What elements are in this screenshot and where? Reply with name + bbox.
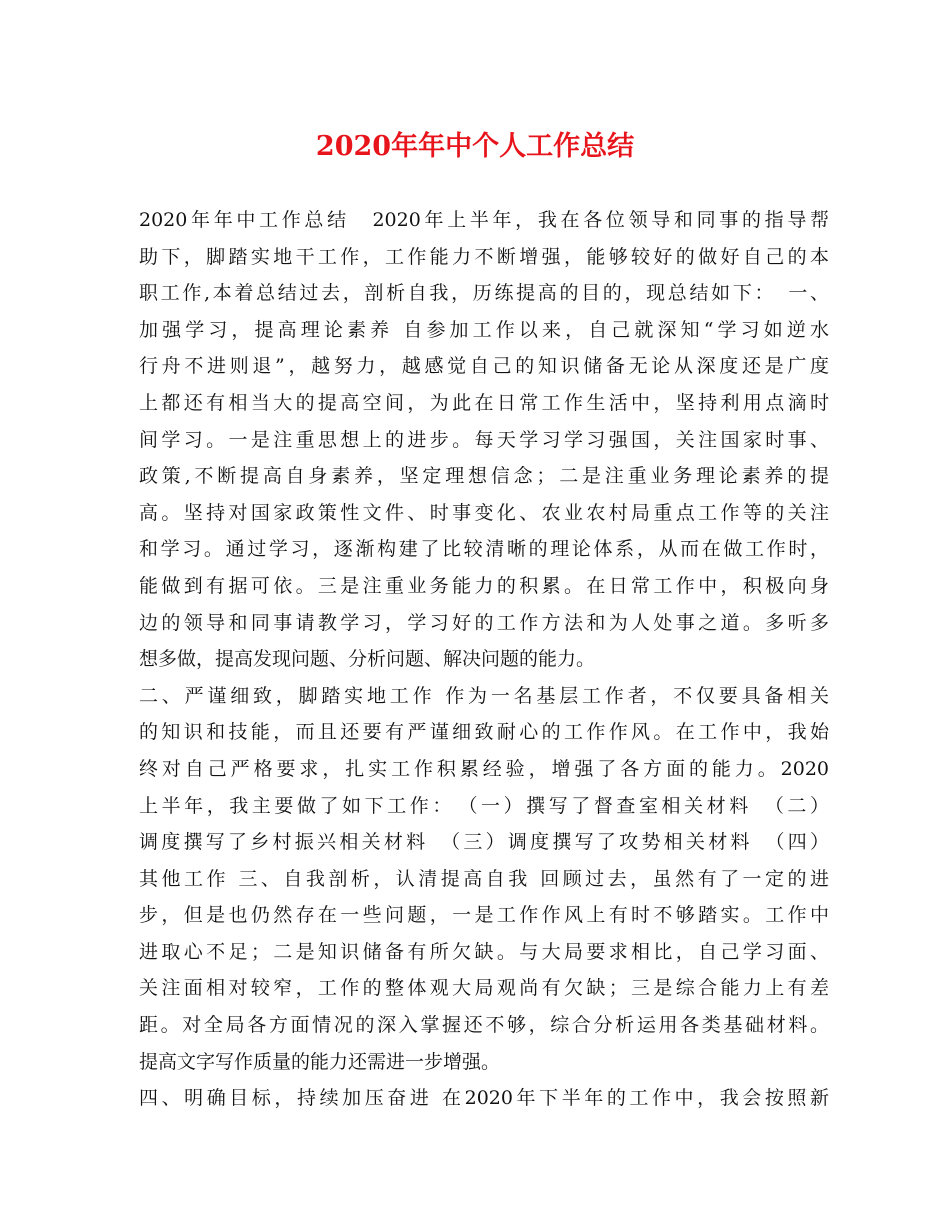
body-line: 四、明确目标，持续加压奋进 在2020年下半年的工作中，我会按照新: [139, 1087, 829, 1110]
body-line: 想多做，提高发现问题、分析问题、解决问题的能力。: [139, 648, 596, 671]
body-line: 助下，脚踏实地干工作，工作能力不断增强，能够较好的做好自己的本: [139, 245, 829, 268]
body-line: 上半年，我主要做了如下工作： （一）撰写了督查室相关材料 （二）: [139, 794, 829, 817]
document-title: 2020年年中个人工作总结: [315, 131, 635, 162]
body-line: 进取心不足；二是知识储备有所欠缺。与大局要求相比，自己学习面、: [139, 940, 829, 963]
body-line: 调度撰写了乡村振兴相关材料 （三）调度撰写了攻势相关材料 （四）: [139, 831, 829, 854]
body-line: 提高文字写作质量的能力还需进一步增强。: [139, 1050, 501, 1073]
body-line: 步，但是也仍然存在一些问题，一是工作作风上有时不够踏实。工作中: [139, 904, 829, 927]
body-line: 关注面相对较窄，工作的整体观大局观尚有欠缺；三是综合能力上有差: [139, 977, 829, 1000]
body-line: 间学习。一是注重思想上的进步。每天学习学习强国，关注国家时事、: [139, 428, 829, 451]
body-line: 二、严谨细致，脚踏实地工作 作为一名基层工作者，不仅要具备相关: [139, 684, 829, 707]
body-line: 终对自己严格要求，扎实工作积累经验，增强了各方面的能力。2020: [139, 757, 829, 780]
body-line: 和学习。通过学习，逐渐构建了比较清晰的理论体系，从而在做工作时，: [139, 538, 829, 561]
body-line: 上都还有相当大的提高空间，为此在日常工作生活中，坚持利用点滴时: [139, 391, 829, 414]
body-line: 的知识和技能，而且还要有严谨细致耐心的工作作风。在工作中，我始: [139, 721, 829, 744]
body-line: 边的领导和同事请教学习，学习好的工作方法和为人处事之道。多听多: [139, 611, 829, 634]
body-line: 政策,不断提高自身素养，坚定理想信念；二是注重业务理论素养的提: [139, 465, 829, 488]
body-line: 行舟不进则退”，越努力，越感觉自己的知识储备无论从深度还是广度: [139, 355, 829, 378]
body-line: 2020年年中工作总结 2020年上半年，我在各位领导和同事的指导帮: [139, 209, 829, 231]
body-line: 加强学习，提高理论素养 自参加工作以来，自己就深知“学习如逆水: [139, 318, 829, 341]
body-line: 高。坚持对国家政策性文件、时事变化、农业农村局重点工作等的关注: [139, 501, 829, 524]
body-line: 职工作,本着总结过去，剖析自我，历练提高的目的，现总结如下： 一、: [139, 282, 829, 305]
body-line: 距。对全局各方面情况的深入掌握还不够，综合分析运用各类基础材料。: [139, 1014, 829, 1037]
body-line: 能做到有据可依。三是注重业务能力的积累。在日常工作中，积极向身: [139, 574, 829, 597]
body-line: 其他工作 三、自我剖析，认清提高自我 回顾过去，虽然有了一定的进: [139, 867, 829, 890]
document-body: [139, 202, 829, 1117]
